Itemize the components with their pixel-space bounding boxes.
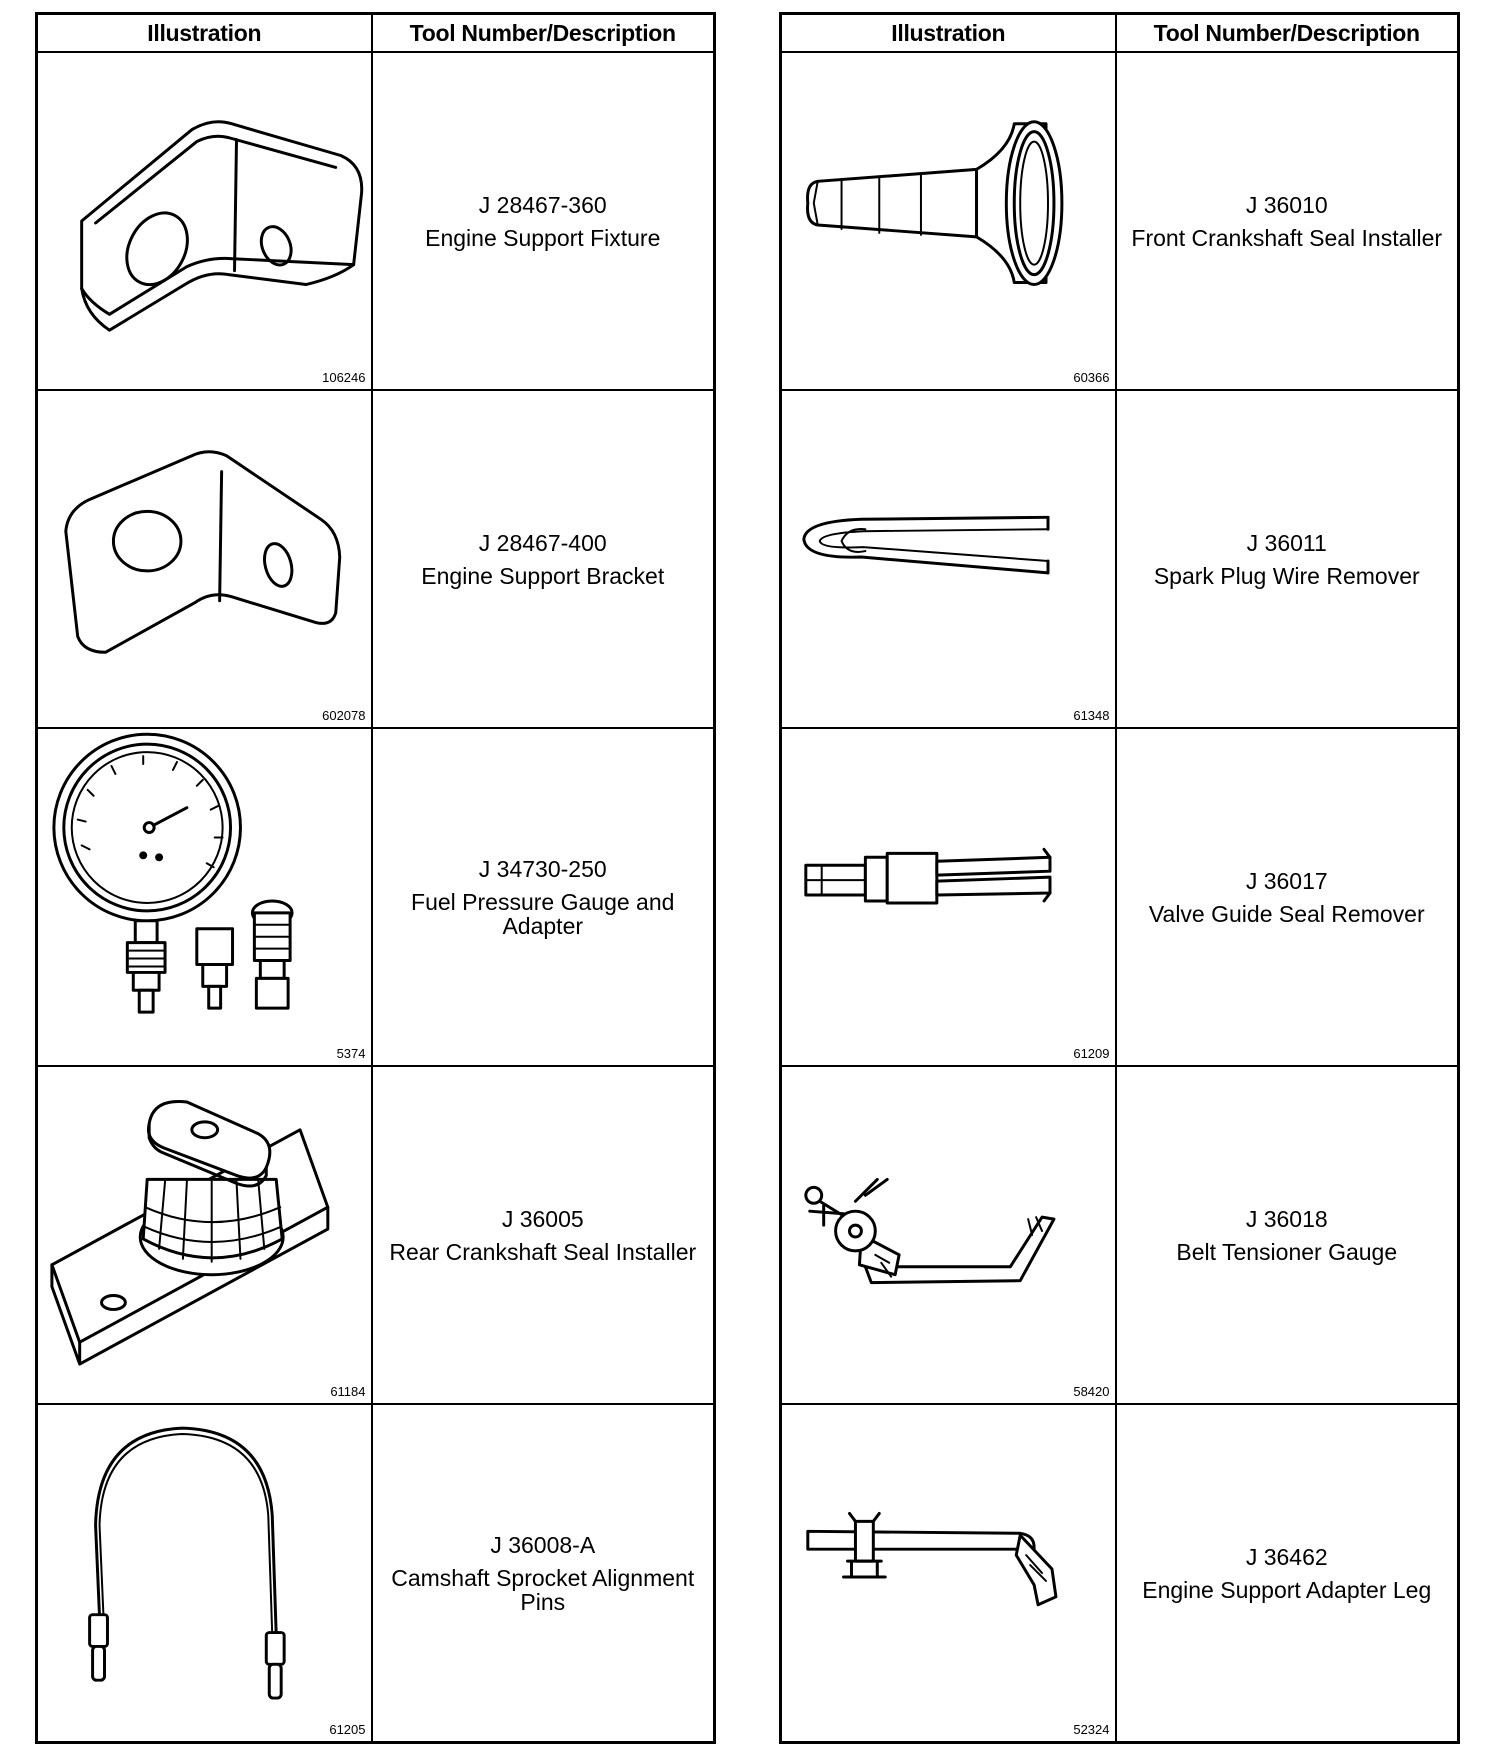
tool-description-cell [1116, 1066, 1459, 1404]
tool-name: Valve Guide Seal Remover [1148, 900, 1425, 927]
tool-table-right [779, 12, 1460, 1744]
tool-description-cell [1116, 728, 1459, 1066]
figure-number: 61348 [1073, 708, 1110, 723]
table-row [37, 1404, 715, 1743]
illustration-header: Illustration [781, 14, 1116, 53]
illustration-cell [781, 1066, 1116, 1404]
figure-number: 60366 [1073, 370, 1110, 385]
tool-name: Belt Tensioner Gauge [1176, 1238, 1398, 1265]
front-crankshaft-seal-installer-icon [782, 53, 1115, 389]
tool-name: Engine Support Bracket [421, 562, 665, 589]
figure-number: 61184 [330, 1384, 366, 1399]
figure-number: 5374 [336, 1046, 366, 1061]
figure-number: 106246 [322, 370, 366, 385]
illustration-cell [37, 1404, 372, 1743]
tool-name: Fuel Pressure Gauge and Adapter [411, 888, 675, 939]
tool-number: J 28467-400 [478, 529, 607, 556]
table-row [781, 1404, 1459, 1743]
tool-name: Camshaft Sprocket Alignment Pins [391, 1564, 695, 1615]
tool-number: J 36010 [1245, 191, 1328, 218]
tool-number: J 34730-250 [478, 855, 607, 882]
table-row [781, 1066, 1459, 1404]
tool-name: Engine Support Fixture [425, 224, 661, 251]
tool-description-cell [1116, 390, 1459, 728]
camshaft-alignment-pins-icon [38, 1405, 371, 1741]
tool-description-cell [372, 1066, 715, 1404]
rear-crankshaft-seal-installer-icon [38, 1067, 371, 1403]
table-row [781, 390, 1459, 728]
tool-description-header: Tool Number/Description [1116, 14, 1459, 53]
figure-number: 602078 [322, 708, 366, 723]
table-row [781, 728, 1459, 1066]
illustration-cell [781, 52, 1116, 390]
tool-description-cell [1116, 52, 1459, 390]
tool-number: J 36005 [501, 1205, 584, 1232]
tool-name: Front Crankshaft Seal Installer [1131, 224, 1443, 251]
table-header-row [37, 14, 715, 53]
tool-description-header: Tool Number/Description [372, 14, 715, 53]
tool-name: Rear Crankshaft Seal Installer [389, 1238, 697, 1265]
belt-tensioner-gauge-icon [782, 1067, 1115, 1403]
illustration-cell [781, 1404, 1116, 1743]
figure-number: 58420 [1073, 1384, 1110, 1399]
spark-plug-wire-remover-icon [782, 391, 1115, 727]
tool-number: J 36462 [1245, 1543, 1328, 1570]
engine-support-adapter-leg-icon [782, 1405, 1115, 1741]
valve-guide-seal-remover-icon [782, 729, 1115, 1065]
tool-name: Engine Support Adapter Leg [1142, 1576, 1432, 1603]
illustration-cell [37, 390, 372, 728]
figure-number: 61205 [329, 1722, 366, 1737]
tool-number: J 36018 [1245, 1205, 1328, 1232]
illustration-cell [37, 52, 372, 390]
illustration-cell [37, 1066, 372, 1404]
tool-description-cell [372, 52, 715, 390]
tool-description-cell [372, 728, 715, 1066]
tool-description-cell [372, 1404, 715, 1743]
illustration-cell [781, 390, 1116, 728]
illustration-header: Illustration [37, 14, 372, 53]
table-row [37, 52, 715, 390]
illustration-cell [37, 728, 372, 1066]
tool-number: J 28467-360 [478, 191, 607, 218]
figure-number: 61209 [1073, 1046, 1110, 1061]
engine-support-fixture-icon [38, 53, 371, 389]
figure-number: 52324 [1073, 1722, 1110, 1737]
engine-support-bracket-icon [38, 391, 371, 727]
table-row [37, 728, 715, 1066]
tool-number: J 36011 [1246, 529, 1327, 556]
table-row [37, 1066, 715, 1404]
fuel-pressure-gauge-icon [38, 729, 371, 1065]
table-header-row [781, 14, 1459, 53]
tool-table-left [35, 12, 716, 1744]
table-row [781, 52, 1459, 390]
tool-number: J 36008-A [490, 1531, 596, 1558]
tool-number: J 36017 [1245, 867, 1328, 894]
tool-description-cell [372, 390, 715, 728]
illustration-cell [781, 728, 1116, 1066]
table-row [37, 390, 715, 728]
tool-description-cell [1116, 1404, 1459, 1743]
tool-name: Spark Plug Wire Remover [1153, 562, 1420, 589]
